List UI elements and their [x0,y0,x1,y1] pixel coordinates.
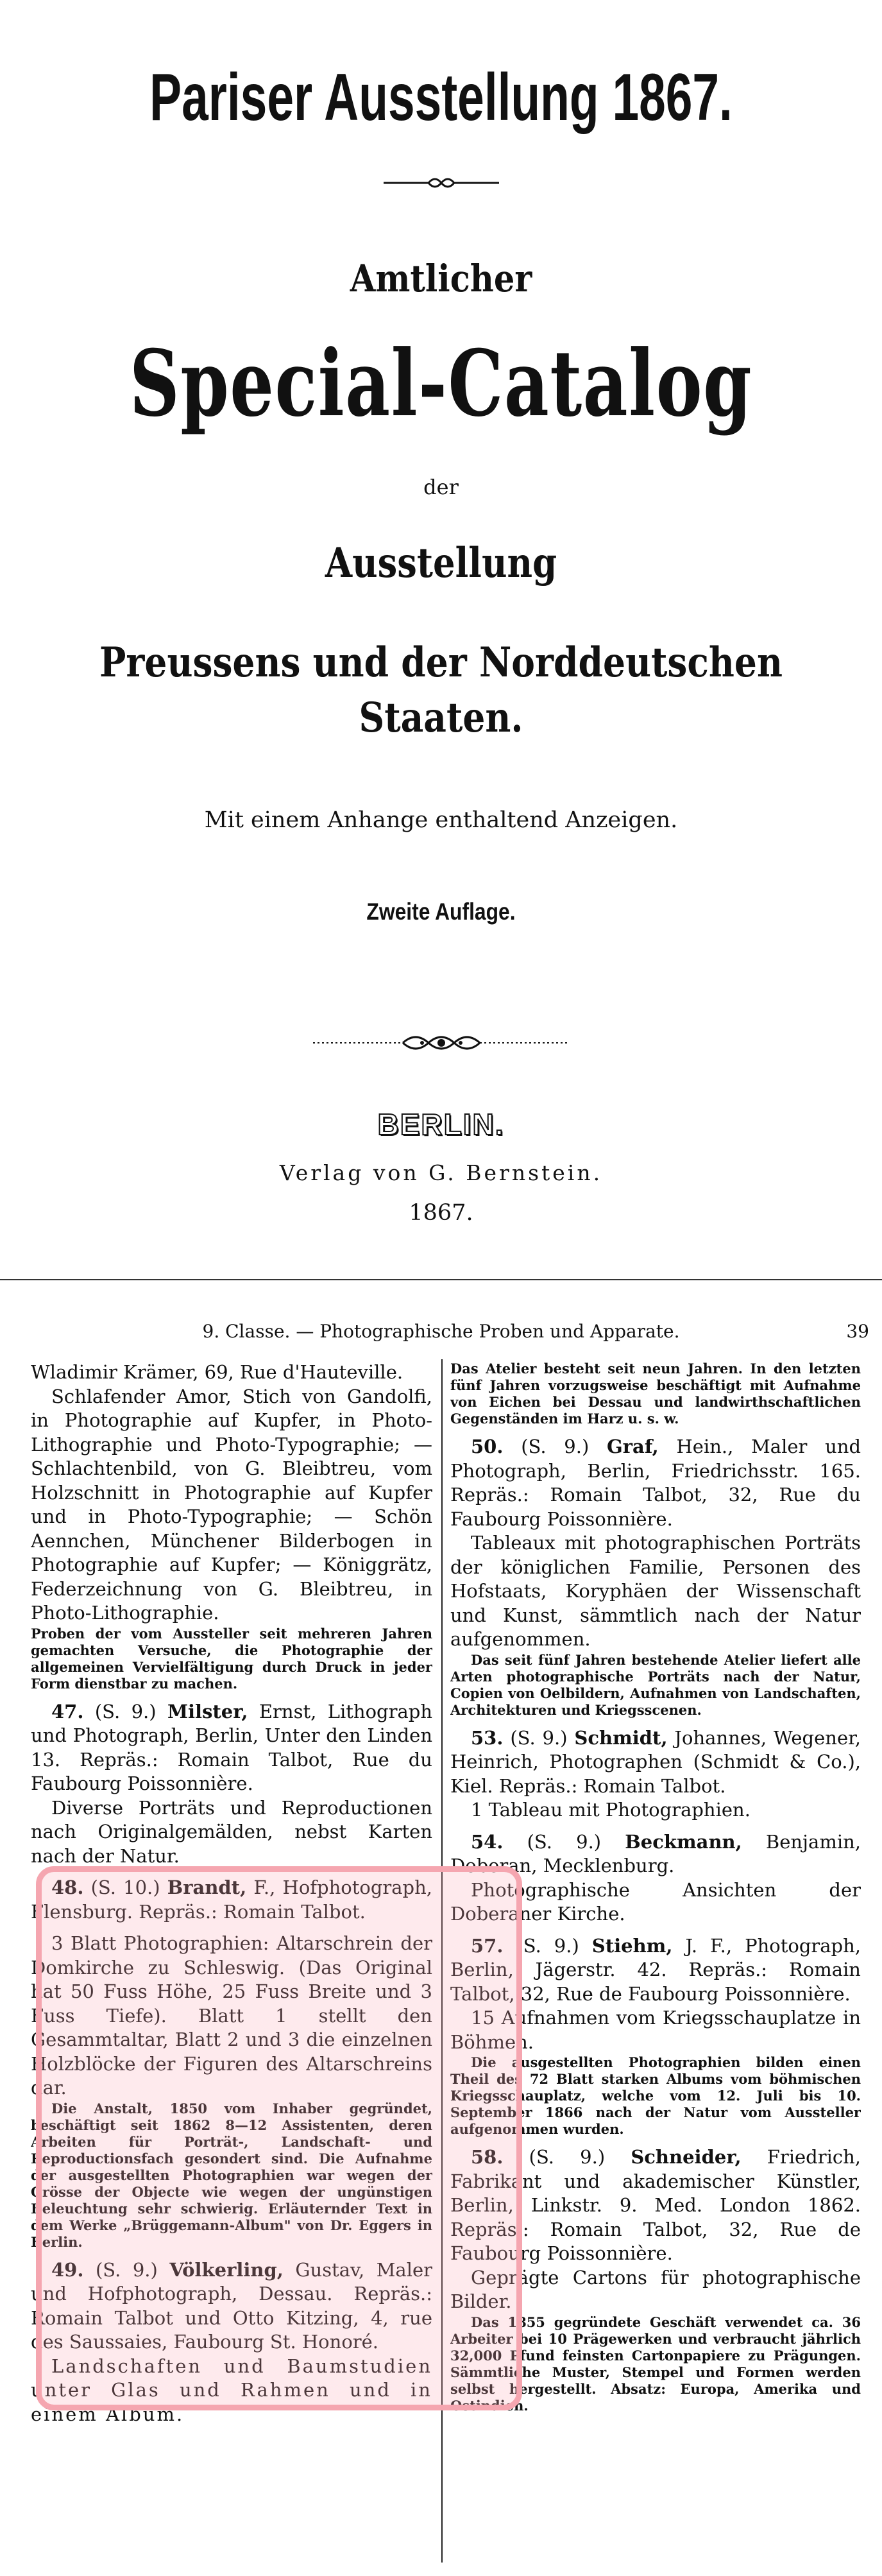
entry-description: Photographische Ansichten der Doberaner Kirche. [450,1878,861,1925]
exhibitor-name: Völkerling, [169,2258,284,2281]
ornament-flourish-icon [0,1030,882,1056]
entry-ref: (S. 9.) [529,2146,606,2168]
catalog-entry-50 [450,1435,861,1531]
exhibitor-details: Ernst, Lithograph und Photograph, Berlin, Unter den Linden 13. Repräs.: Romain Talbot, Rue du Faubourg Poissonnière. [31,1700,432,1794]
entry-number: 47. [51,1700,84,1722]
entry-ref: (S. 10.) [90,1876,160,1898]
entry-description: Geprägte Cartons für photographische Bilder. [450,2266,861,2312]
entry-ref: (S. 9.) [527,1830,602,1853]
edition-label: Zweite Auflage. [366,898,516,925]
catalog-entry-58 [450,2145,861,2266]
amtlicher-label: Amtlicher [350,257,532,300]
ornament-divider-icon [0,173,882,193]
entry-number: 54. [471,1830,504,1853]
exhibitor-name: Schmidt, [574,1726,668,1749]
entry-number: 57. [471,1934,504,1957]
entry-note: Das Atelier besteht seit neun Jahren. In den letzten fünf Jahren vorzugsweise beschäftigt mit Aufnahme von Eichen bei Dessau und landwirthschaftlichen Gegenständen im Harz u. s. w. [450,1361,861,1427]
exhibitor-details: J. F., Photograph, Berlin, Jägerstr. 42. Repräs.: Romain Talbot, 32, Rue de Faubourg Poissonnière. [450,1934,861,2005]
entry-ref: (S. 9.) [510,1726,568,1749]
anhang-note: Mit einem Anhange enthaltend Anzeigen. [204,807,678,833]
entry-note: Die ausgestellten Photographien bilden einen Theil des 72 Blatt starken Albums vom böhmischen Kriegsschauplatz, welche vom 12. Juli bis 10. September 1866 nach der Natur vom Aussteller aufgenommen wurden. [450,2054,861,2137]
exhibitor-details: Friedrich, Fabrikant und akademischer Künstler, Berlin, Linkstr. 9. Med. London 1862. Repräs.: Romain Talbot, 32, Rue de Faubourg Poissonnière. [450,2146,861,2264]
city-label: BERLIN. [377,1108,505,1141]
column-rule [441,1359,443,2563]
exhibitor-name: Brandt, [167,1876,247,1898]
entry-number: 58. [471,2146,504,2168]
left-column [31,1361,432,2567]
exhibitor-name: Beckmann, [625,1830,742,1853]
exhibitor-details: Gustav, Maler und Hofphotograph, Dessau. Repräs.: Romain Talbot und Otto Kitzing, 4, rue des Saussaies, Faubourg St. Honoré. [31,2258,432,2353]
entry-note: Proben der vom Aussteller seit mehreren Jahren gemachten Versuche, die Photographie der allgemeinen Vervielfältigung durch Druck in jeder Form dienstbar zu machen. [31,1625,432,1692]
exhibitor-details: Benjamin, Doberan, Mecklenburg. [450,1830,861,1876]
entry-note: Das seit fünf Jahren bestehende Atelier liefert alle Arten photographische Porträts nach der Natur, Copien von Oelbildern, Aufnahmen von Landschaften, Architekturen und Kriegsscenen. [450,1651,861,1718]
catalog-entry-54 [450,1830,861,1878]
catalog-entry-47 [31,1700,432,1796]
title-page [0,0,882,1280]
exhibitor-details: Johannes, Wegener, Heinrich, Photographen (Schmidt & Co.), Kiel. Repräs.: Romain Talbot. [450,1726,861,1797]
entry-number: 53. [471,1726,504,1749]
preussens-subtitle [62,635,820,746]
ausstellung-label: Ausstellung [325,539,557,587]
exhibitor-details: Hein., Maler und Photograph, Berlin, Friedrichsstr. 165. Repräs.: Romain Talbot, 32, Rue du Faubourg Poissonnière. [450,1436,861,1530]
entry-ref: (S. 9.) [94,1700,157,1722]
entry-number: 50. [471,1436,504,1457]
running-header [0,1321,882,1350]
publisher-label: Verlag von G. Bernstein. [279,1160,603,1185]
preussens-line-2: Staaten. [359,694,523,743]
entry-description: 1 Tableau mit Photographien. [471,1799,751,1821]
entry-ref: (S. 9.) [95,2258,158,2281]
entry-number: 48. [51,1876,84,1898]
title-heading: Pariser Ausstellung 1867. [149,60,733,135]
exhibitor-name: Graf, [607,1436,659,1457]
der-label: der [423,475,459,499]
right-column [450,1361,861,2567]
entry-description: Diverse Porträts und Reproductionen nach Originalgemälden, nebst Karten nach der Natur. [31,1796,432,1867]
entry-note: Die Anstalt, 1850 vom Inhaber gegründet, beschäftigt seit 1862 8—12 Assistenten, deren Arbeiten für Porträt-, Landschaft- und Reproductionsfach gesondert sind. Die Aufnahme der ausgestellten Photographien war wegen der Grösse der Objecte wie wegen der ungünstigen Beleuchtung sehr schwierig. Erläuternder Text in dem Werke „Brüggemann-Album" von Dr. Eggers in Berlin. [31,2100,432,2250]
exhibitor-name: Stiehm, [591,1934,673,1957]
entry-description: 3 Blatt Photographien: Altarschrein der Domkirche zu Schleswig. (Das Original hat 50 Fuss Höhe, 25 Fuss Breite und 3 Fuss Tiefe). Blatt 1 stellt den Gesammtaltar, Blatt 2 und 3 die einzelnen Holzblöcke der Figuren des Altarschreins dar. [31,1932,432,2099]
exhibitor-details: F., Hofphotograph, Flensburg. Repräs.: Romain Talbot. [31,1876,432,1923]
exhibitor-name: Schneider, [631,2146,742,2168]
catalog-entry-48 [31,1876,432,1924]
entry-description: Tableaux mit photographischen Porträts der königlichen Familie, Personen des Hofstaats, Koryphäen der Wissenschaft und Kunst, sämmtlich nach der Natur aufgenommen. [450,1532,861,1650]
preussens-line-1: Preussens und der Norddeutschen [99,639,783,687]
entry-ref: (S. 9.) [516,1934,579,1957]
running-header-text: 9. Classe. — Photographische Proben und Apparate. [202,1321,680,1342]
entry-note: Das 1855 gegründete Geschäft verwendet ca. 36 Arbeiter bei 10 Prägewerken und verbraucht jährlich 32,000 Pfund feinsten Cartonpapiere zu Prägungen. Sämmtliche Muster, Stempel und Formen werden selbst hergestellt. Absatz: Europa, Amerika und Ostindien. [450,2314,861,2414]
page-number: 39 [846,1321,869,1342]
entry-continuation: Wladimir Krämer, 69, Rue d'Hauteville. [31,1361,403,1383]
entry-description: Landschaften und Baumstudien unter Glas und Rahmen und in einem Album. [31,2355,432,2425]
entry-number: 49. [51,2258,84,2281]
exhibitor-name: Milster, [167,1700,248,1722]
entry-description: 15 Aufnahmen vom Kriegsschauplatze in Böhmen. [450,2007,861,2053]
catalog-entry-49 [31,2258,432,2355]
entry-description: Schlafender Amor, Stich von Gandolfi, in Photographie auf Kupfer, in Photo-Lithographie und Photo-Typographie; — Schlachtenbild, von G. Bleibtreu, vom Holzschnitt in Photographie auf Kupfer und in Photo-Typographie; — Schön Aennchen, Münchener Bilderbogen in Photographie auf Kupfer; — Königgrätz, Federzeichnung von G. Bleibtreu, in Photo-Lithographie. [31,1385,432,1624]
catalog-entry-53 [450,1726,861,1799]
publication-year: 1867. [409,1200,473,1226]
catalog-entry-57 [450,1934,861,2007]
special-catalog-title: Special-Catalog [129,331,753,437]
entry-ref: (S. 9.) [521,1436,589,1457]
page-divider [0,1279,882,1280]
